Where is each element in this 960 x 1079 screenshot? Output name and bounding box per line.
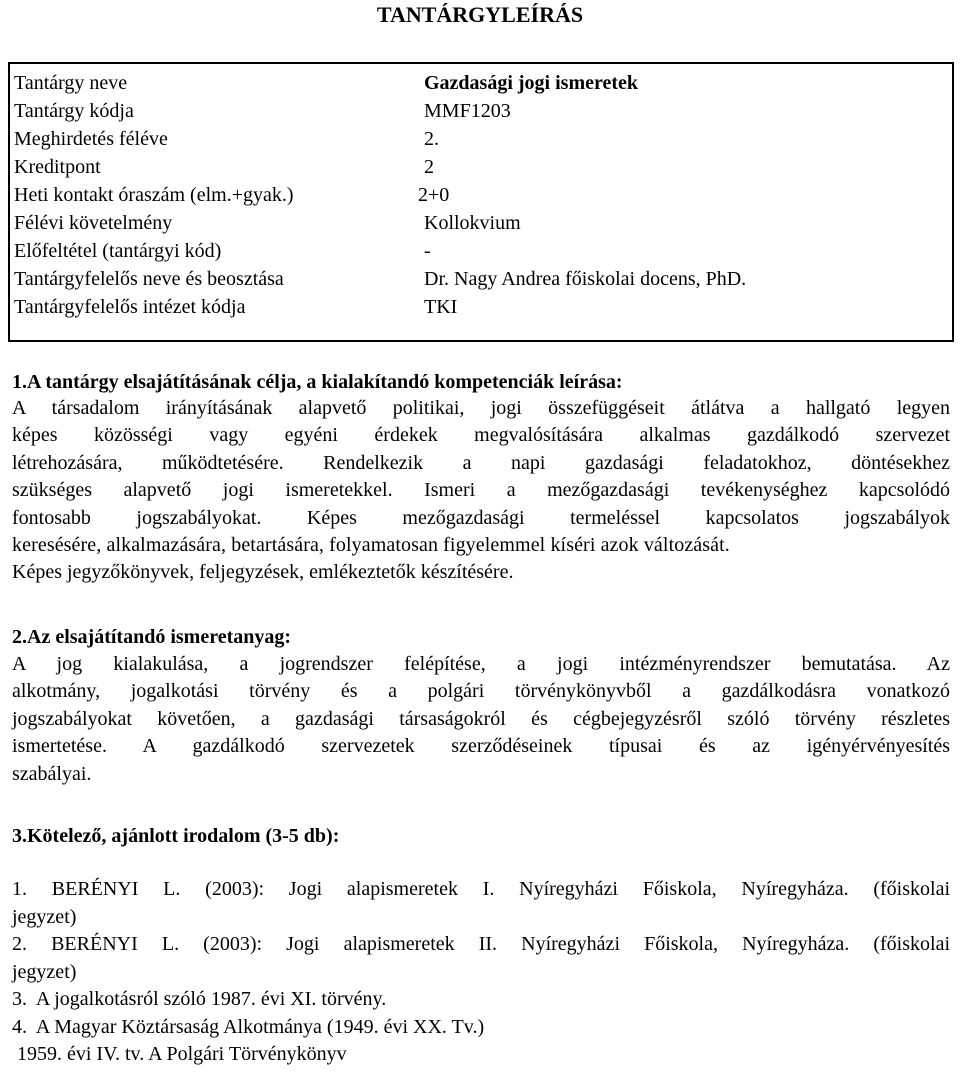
section-text-content xyxy=(12,651,950,788)
list-item: jegyzet) xyxy=(12,905,77,928)
text-line: alkotmány, jogalkotási törvény és a polgári törvénykönyvből a gazdálkodásra vonatkozó xyxy=(12,680,950,703)
text-line: fontosabb jogszabályokat. Képes mezőgazdasági termeléssel kapcsolatos jogszabályok xyxy=(12,506,950,529)
text-line: szabályai. xyxy=(12,762,92,785)
info-row-responsible xyxy=(10,266,952,293)
info-label: Meghirdetés féléve xyxy=(14,128,168,150)
page-title: TANTÁRGYLEÍRÁS xyxy=(376,2,584,27)
info-value: 2 xyxy=(424,156,434,178)
info-label: Tantárgy kódja xyxy=(14,100,134,122)
text-line: szükséges alapvető jogi ismeretekkel. Ismeri a mezőgazdasági tevékenységhez kapcsolódó xyxy=(12,479,950,502)
list-item: 1959. évi IV. tv. A Polgári Törvénykönyv xyxy=(12,1043,347,1065)
list-item: 3. A jogalkotásról szóló 1987. évi XI. törvény. xyxy=(12,988,387,1010)
info-value: 2+0 xyxy=(418,184,450,206)
section-heading-objectives: 1.A tantárgy elsajátításának célja, a kialakítandó kompetenciák leírása: xyxy=(12,371,623,393)
info-label: Kreditpont xyxy=(14,156,101,178)
list-item: 1. BERÉNYI L. (2003): Jogi alapismeretek I. Nyíregyházi Főiskola, Nyíregyháza. (főiskolai xyxy=(12,878,950,900)
list-item: 4. A Magyar Köztársaság Alkotmánya (1949. évi XX. Tv.) xyxy=(12,1015,485,1038)
course-info-table xyxy=(8,62,954,342)
info-value: Dr. Nagy Andrea főiskolai docens, PhD. xyxy=(424,268,747,290)
section-heading-content: 2.Az elsajátítandó ismeretanyag: xyxy=(12,626,292,648)
info-value: 2. xyxy=(424,128,439,150)
info-row-course-code xyxy=(10,98,952,125)
text-line: Képes jegyzőkönyvek, feljegyzések, emlékeztetők készítésére. xyxy=(12,561,514,584)
section-text-objectives xyxy=(12,395,950,587)
info-value: Gazdasági jogi ismeretek xyxy=(424,72,639,94)
info-value: Kollokvium xyxy=(424,212,521,234)
text-line: keresésére, alkalmazására, betartására, folyamatosan figyelemmel kíséri azok változását. xyxy=(12,533,730,556)
text-line: képes közösségi vagy egyéni érdekek megvalósítására alkalmas gazdálkodó szervezet xyxy=(12,424,950,447)
text-line: A jog kialakulása, a jogrendszer felépítése, a jogi intézményrendszer bemutatása. Az xyxy=(12,653,950,675)
info-label: Tantárgyfelelős neve és beosztása xyxy=(14,268,284,290)
list-item: 2. BERÉNYI L. (2003): Jogi alapismeretek II. Nyíregyházi Főiskola, Nyíregyháza. (főiskolai xyxy=(12,933,950,955)
info-value: TKI xyxy=(424,296,458,318)
info-row-semester xyxy=(10,126,952,153)
info-label: Előfeltétel (tantárgyi kód) xyxy=(14,240,222,262)
info-label: Tantárgyfelelős intézet kódja xyxy=(14,296,246,318)
section-heading-literature: 3.Kötelező, ajánlott irodalom (3-5 db): xyxy=(12,825,340,847)
info-row-course-name xyxy=(10,70,952,97)
info-value: - xyxy=(424,240,431,262)
text-line: ismertetése. A gazdálkodó szervezetek szerződéseinek típusai és az igényérvényesítés xyxy=(12,735,950,758)
info-row-credits xyxy=(10,154,952,181)
text-line: A társadalom irányításának alapvető politikai, jogi összefüggéseit átlátva a hallgató legyen xyxy=(12,397,950,419)
info-label: Heti kontakt óraszám (elm.+gyak.) xyxy=(14,184,294,206)
text-line: létrehozására, működtetésére. Rendelkezik a napi gazdasági feladatokhoz, döntésekhez xyxy=(12,451,950,474)
text-line: jogszabályokat követően, a gazdasági társaságokról és cégbejegyzésről szóló törvény részletes xyxy=(12,707,950,730)
info-row-institute xyxy=(10,294,952,321)
literature-list xyxy=(12,876,950,1069)
list-item: jegyzet) xyxy=(12,960,77,983)
info-label: Félévi követelmény xyxy=(14,212,173,234)
info-value: MMF1203 xyxy=(424,100,511,122)
info-row-weekly-hours xyxy=(10,182,952,209)
info-row-requirement xyxy=(10,210,952,237)
info-row-prerequisite xyxy=(10,238,952,265)
info-label: Tantárgy neve xyxy=(14,72,128,94)
